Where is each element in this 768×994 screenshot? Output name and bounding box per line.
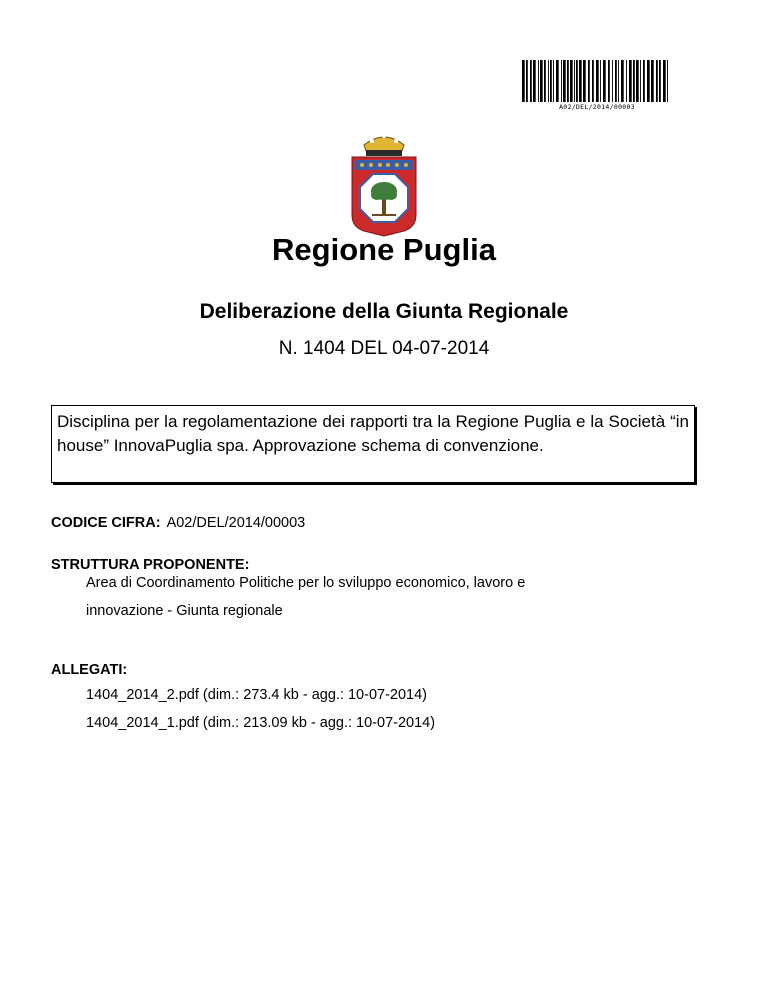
subject-box	[51, 405, 695, 483]
deliberation-number: N. 1404 DEL 04-07-2014	[278, 338, 490, 359]
barcode-bar	[544, 60, 546, 102]
barcode-bar	[533, 60, 536, 102]
barcode-bar	[553, 60, 554, 102]
barcode-bar	[659, 60, 661, 102]
barcode-bar	[570, 60, 573, 102]
barcode-bar	[550, 60, 552, 102]
barcode-bar	[583, 60, 586, 102]
barcode-bar	[629, 60, 632, 102]
barcode-bar	[621, 60, 624, 102]
barcode-bar	[530, 60, 532, 102]
barcode-bar	[643, 60, 645, 102]
barcode-bar	[640, 60, 641, 102]
barcode-bar	[663, 60, 666, 102]
barcode-bar	[526, 60, 528, 102]
barcode-graphic	[520, 60, 674, 102]
barcode-bar	[556, 60, 559, 102]
barcode-bar	[618, 60, 619, 102]
barcode-bar	[596, 60, 599, 102]
barcode-bar	[636, 60, 639, 102]
barcode-bar	[588, 60, 590, 102]
barcode-bar	[612, 60, 613, 102]
barcode-bar	[600, 60, 601, 102]
region-emblem-icon	[342, 127, 426, 237]
barcode-bar	[615, 60, 617, 102]
allegati-label: ALLEGATI:	[51, 662, 128, 678]
struttura-line: innovazione - Giunta regionale	[86, 603, 283, 619]
barcode-bar	[563, 60, 566, 102]
barcode-bar	[540, 60, 543, 102]
barcode-bar	[608, 60, 610, 102]
barcode-bar	[538, 60, 539, 102]
struttura-label: STRUTTURA PROPONENTE:	[51, 557, 250, 573]
attachment-item: 1404_2014_2.pdf (dim.: 273.4 kb - agg.: 10-07-2014)	[86, 687, 427, 703]
struttura-line: Area di Coordinamento Politiche per lo sviluppo economico, lavoro e	[86, 575, 526, 591]
barcode-bar	[626, 60, 627, 102]
barcode-bar	[579, 60, 582, 102]
barcode-bar	[651, 60, 654, 102]
barcode-bar	[667, 60, 668, 102]
barcode-bar	[548, 60, 549, 102]
struttura-text	[86, 569, 525, 625]
region-title: Regione Puglia	[272, 232, 496, 267]
subject-text: Disciplina per la regolamentazione dei rapporti tra la Regione Puglia e la Società “in house” InnovaPuglia spa. Approvazione schema di convenzione.	[57, 412, 689, 455]
barcode-text: A02/DEL/2014/00003	[559, 103, 635, 111]
barcode-bar	[561, 60, 562, 102]
barcode-bar	[633, 60, 635, 102]
codice-cifra	[51, 515, 305, 531]
barcode-bar	[567, 60, 569, 102]
barcode-bar	[603, 60, 606, 102]
barcode-bar	[522, 60, 525, 102]
barcode-bar	[647, 60, 650, 102]
allegati-list	[86, 681, 435, 737]
barcode-bar	[656, 60, 658, 102]
attachment-item: 1404_2014_1.pdf (dim.: 213.09 kb - agg.: 10-07-2014)	[86, 715, 436, 731]
barcode-bar	[574, 60, 575, 102]
barcode	[520, 60, 674, 111]
barcode-bar	[576, 60, 578, 102]
codice-cifra-value: A02/DEL/2014/00003	[166, 515, 306, 531]
deliberation-title: Deliberazione della Giunta Regionale	[199, 300, 569, 323]
codice-cifra-label: CODICE CIFRA:	[51, 515, 161, 531]
barcode-bar	[592, 60, 594, 102]
